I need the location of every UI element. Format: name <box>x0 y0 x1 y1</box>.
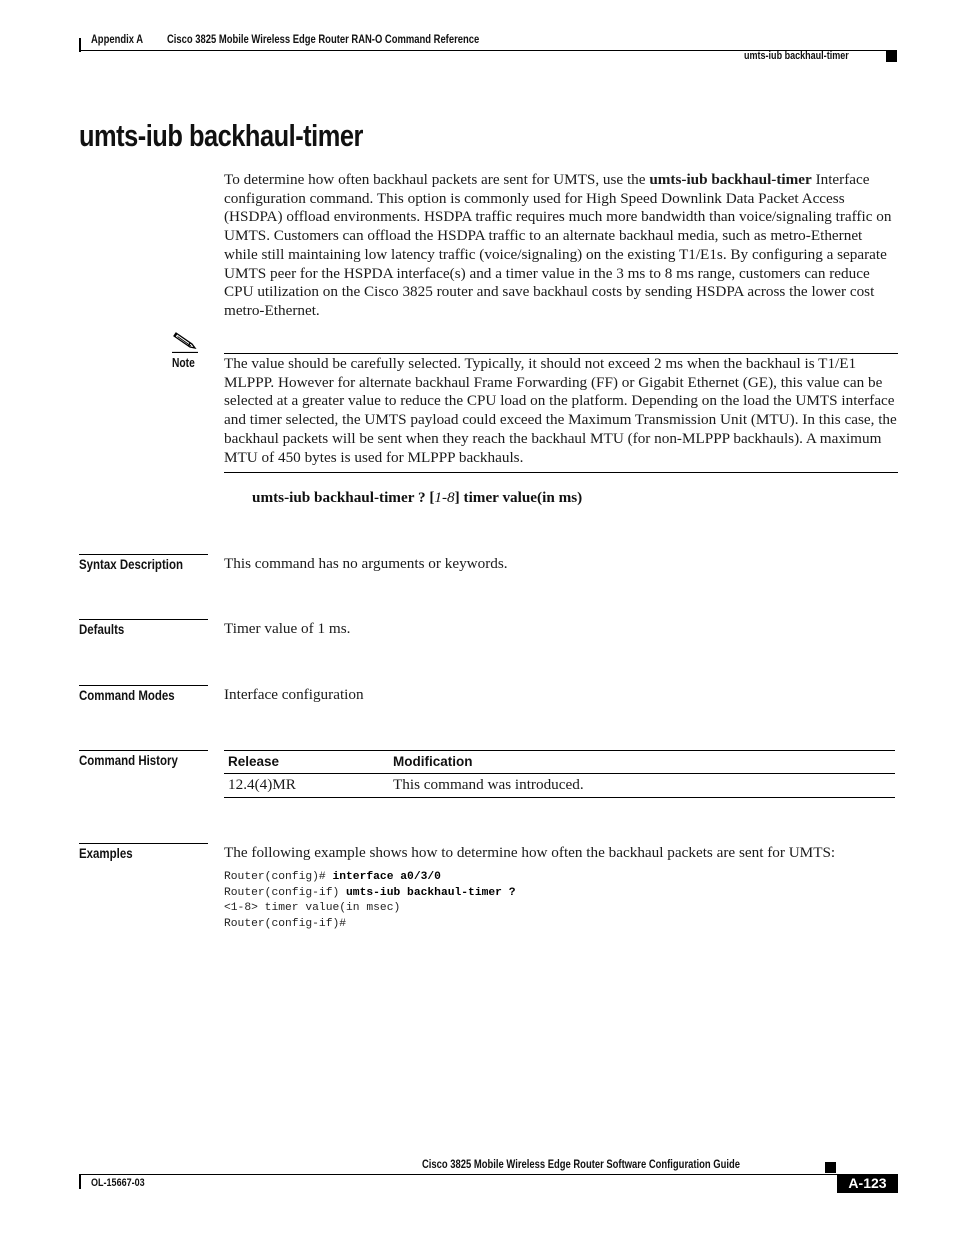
modification-cell: This command was introduced. <box>393 776 584 793</box>
command-history-rule <box>79 750 208 751</box>
footer-square-marker <box>825 1162 836 1173</box>
defaults-text: Timer value of 1 ms. <box>224 620 351 637</box>
code-command: umts-iub backhaul-timer ? <box>346 886 516 899</box>
note-text: The value should be carefully selected. Typically, it should not exceed 2 ms when the backhaul is T1/E1 MLPPP. However for alternate backhaul Frame Forwarding (FF) or Gigabit Ethernet (GE), this value can be selected at a greater value to reduce the CPU load on the platform. Depending on the load the UMTS interface and timer selected, the UMTS payload could exceed the Maximum Transmission Unit (MTU). In this case, the backhaul packets will be sent when they reach the backhaul MTU (for non-MLPPP backhauls). A maximum MTU of 450 bytes is used for MLPPP backhauls. <box>224 355 897 466</box>
release-cell: 12.4(4)MR <box>228 776 296 793</box>
code-prompt: Router(config-if)# <box>224 917 347 930</box>
header-section-name: umts-iub backhaul-timer <box>744 50 850 62</box>
footer-doc-number: OL-15667-03 <box>91 1177 145 1189</box>
header-doc-title: Cisco 3825 Mobile Wireless Edge Router RAN-O Command Reference <box>167 34 480 46</box>
syntax-description-text: This command has no arguments or keywords. <box>224 555 508 572</box>
syntax-close: ] <box>454 489 460 506</box>
syntax-description-label: Syntax Description <box>79 556 183 572</box>
command-syntax <box>252 489 582 507</box>
code-line <box>224 917 516 933</box>
code-line <box>224 870 516 886</box>
header-appendix: Appendix A <box>91 34 144 46</box>
code-prompt: Router(config-if) <box>224 886 347 899</box>
command-history-table <box>224 750 895 798</box>
note-top-rule <box>224 353 898 354</box>
note-label: Note <box>172 356 195 370</box>
example-code-block <box>224 870 516 932</box>
defaults-rule <box>79 619 208 620</box>
code-command: interface a0/3/0 <box>332 871 441 883</box>
intro-command: umts-iub backhaul-timer <box>649 171 812 188</box>
code-output: <1-8> timer value(in msec) <box>224 902 401 914</box>
column-header-modification: Modification <box>393 754 473 769</box>
column-header-release: Release <box>228 754 280 769</box>
note-bottom-rule <box>224 472 898 473</box>
examples-text: The following example shows how to determine how often the backhaul packets are sent for UMTS: <box>224 844 836 861</box>
command-modes-rule <box>79 685 208 686</box>
code-line <box>224 886 516 902</box>
footer-rule <box>79 1174 897 1175</box>
footer-guide-title: Cisco 3825 Mobile Wireless Edge Router Software Configuration Guide <box>422 1159 741 1171</box>
footer-page-number: A-123 <box>837 1174 898 1193</box>
footer-left-bar <box>79 1175 81 1189</box>
pencil-note-icon <box>172 331 198 353</box>
command-history-label: Command History <box>79 752 178 768</box>
code-prompt: Router(config)# <box>224 871 333 883</box>
intro-text-rest: Interface configuration command. This option is commonly used for High Speed Downlink Data Packet Access (HSDPA) offload environments. HSDPA traffic requires much more bandwidth than voice/signaling traffic on UMTS. Customers can offload the HSDPA traffic to an alternate backhaul media, such as metro-Ethernet while still maintaining low latency traffic (voice/signaling) on the existing T1/E1s. By configuring a separate UMTS peer for the HSPDA interface(s) and a timer value in the 3 ms to 8 ms range, customers can reduce CPU utilization on the Cisco 3825 router and save backhaul costs by sending HSDPA across the lower cost metro-Ethernet. <box>224 171 892 319</box>
command-modes-label: Command Modes <box>79 687 175 703</box>
intro-text-start: To determine how often backhaul packets are sent for UMTS, use the <box>224 171 650 188</box>
syntax-range: 1-8 <box>434 489 455 506</box>
header-square-marker <box>886 51 897 62</box>
table-header-row <box>224 750 895 774</box>
examples-label: Examples <box>79 845 133 861</box>
table-row <box>224 774 895 798</box>
syntax-command: umts-iub backhaul-timer ? [ <box>252 489 435 506</box>
defaults-label: Defaults <box>79 621 125 637</box>
page-title: umts-iub backhaul-timer <box>79 118 363 153</box>
syntax-description-rule <box>79 554 208 555</box>
intro-paragraph <box>224 171 898 321</box>
code-line <box>224 901 516 917</box>
syntax-suffix: timer value(in ms) <box>459 489 583 506</box>
command-modes-text: Interface configuration <box>224 686 364 703</box>
examples-rule <box>79 843 208 844</box>
